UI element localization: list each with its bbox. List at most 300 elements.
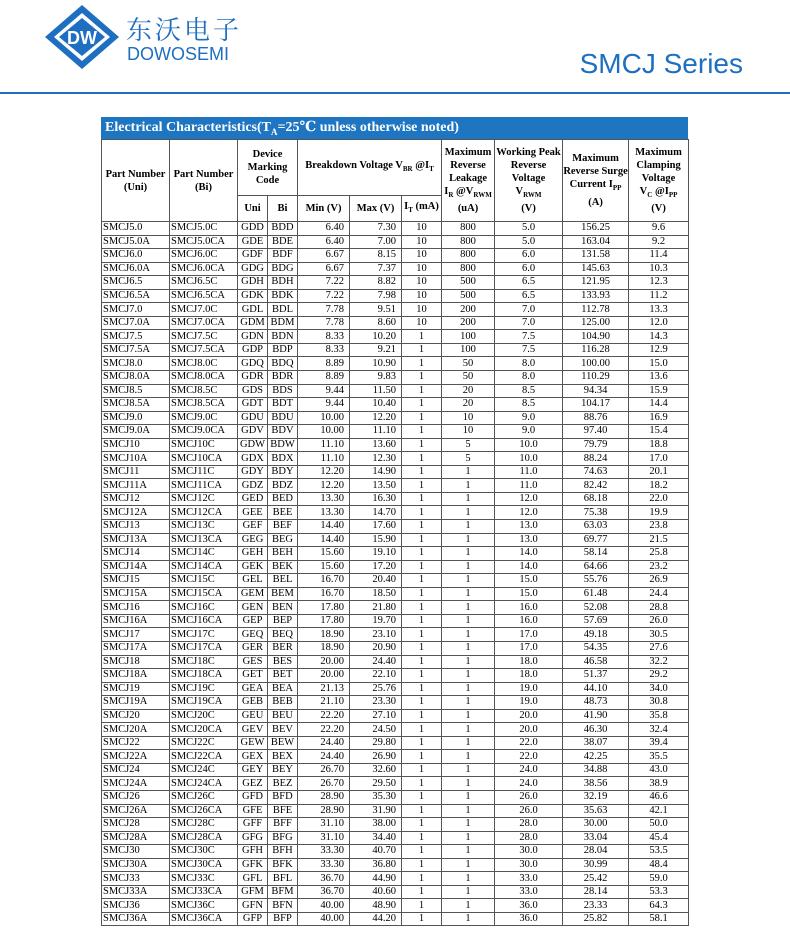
cell-vc: 53.3 [629, 885, 689, 899]
cell-vc: 30.8 [629, 696, 689, 710]
cell-ipp: 133.93 [563, 289, 629, 303]
cell-part-uni: SMCJ15 [102, 574, 170, 588]
cell-vrwm: 33.0 [495, 872, 563, 886]
cell-vrwm: 8.5 [495, 398, 563, 412]
cell-vbr-min: 22.20 [298, 723, 350, 737]
cell-vbr-min: 10.00 [298, 411, 350, 425]
cell-vc: 9.2 [629, 235, 689, 249]
table-row [102, 343, 689, 357]
cell-leakage: 1 [442, 831, 495, 845]
cell-vrwm: 33.0 [495, 885, 563, 899]
cell-vc: 14.3 [629, 330, 689, 344]
cell-leakage: 800 [442, 249, 495, 263]
cell-vrwm: 30.0 [495, 845, 563, 859]
table-row [102, 736, 689, 750]
cell-marking-bi: BEN [268, 601, 298, 615]
table-row [102, 357, 689, 371]
cell-marking-bi: BEP [268, 614, 298, 628]
cell-vbr-min: 17.80 [298, 614, 350, 628]
cell-part-uni: SMCJ6.5 [102, 276, 170, 290]
cell-marking-bi: BEY [268, 763, 298, 777]
table-row [102, 601, 689, 615]
table-row [102, 777, 689, 791]
cell-it: 1 [402, 614, 442, 628]
cell-it: 1 [402, 750, 442, 764]
cell-part-bi: SMCJ18CA [170, 669, 238, 683]
cell-vrwm: 18.0 [495, 655, 563, 669]
header-uni: Uni [238, 196, 268, 222]
cell-leakage: 1 [442, 465, 495, 479]
cell-marking-bi: BDP [268, 343, 298, 357]
cell-leakage: 1 [442, 601, 495, 615]
cell-ipp: 145.63 [563, 262, 629, 276]
table-row [102, 303, 689, 317]
cell-vrwm: 28.0 [495, 831, 563, 845]
cell-part-bi: SMCJ14C [170, 547, 238, 561]
cell-vbr-min: 10.00 [298, 425, 350, 439]
cell-ipp: 88.24 [563, 452, 629, 466]
cell-part-uni: SMCJ6.0A [102, 262, 170, 276]
logo-letters: DW [67, 28, 97, 48]
cell-marking-uni: GDE [238, 235, 268, 249]
cell-marking-bi: BDH [268, 276, 298, 290]
cell-vbr-min: 21.13 [298, 682, 350, 696]
cell-vbr-min: 26.70 [298, 777, 350, 791]
cell-leakage: 5 [442, 438, 495, 452]
cell-vc: 30.5 [629, 628, 689, 642]
cell-marking-bi: BEE [268, 506, 298, 520]
cell-part-uni: SMCJ19A [102, 696, 170, 710]
cell-vc: 13.3 [629, 303, 689, 317]
cell-vbr-max: 20.40 [350, 574, 402, 588]
cell-vrwm: 9.0 [495, 411, 563, 425]
cell-ipp: 104.90 [563, 330, 629, 344]
cell-marking-bi: BEW [268, 736, 298, 750]
table-row [102, 804, 689, 818]
cell-leakage: 100 [442, 343, 495, 357]
cell-ipp: 82.42 [563, 479, 629, 493]
cell-marking-uni: GEZ [238, 777, 268, 791]
cell-it: 1 [402, 709, 442, 723]
cell-marking-uni: GEQ [238, 628, 268, 642]
cell-marking-uni: GDQ [238, 357, 268, 371]
cell-vrwm: 5.0 [495, 222, 563, 236]
cell-ipp: 88.76 [563, 411, 629, 425]
cell-leakage: 1 [442, 614, 495, 628]
cell-marking-bi: BEA [268, 682, 298, 696]
cell-marking-bi: BDX [268, 452, 298, 466]
table-row [102, 845, 689, 859]
cell-vrwm: 12.0 [495, 492, 563, 506]
cell-leakage: 1 [442, 750, 495, 764]
cell-vbr-max: 35.30 [350, 790, 402, 804]
cell-ipp: 34.88 [563, 763, 629, 777]
table-row [102, 790, 689, 804]
cell-vrwm: 24.0 [495, 763, 563, 777]
cell-vbr-min: 16.70 [298, 574, 350, 588]
cell-vbr-min: 33.30 [298, 845, 350, 859]
header-part-uni: Part Number (Uni) [102, 140, 170, 222]
cell-ipp: 61.48 [563, 587, 629, 601]
cell-it: 1 [402, 899, 442, 913]
cell-vc: 12.9 [629, 343, 689, 357]
cell-vbr-min: 14.40 [298, 520, 350, 534]
cell-part-uni: SMCJ10A [102, 452, 170, 466]
cell-marking-bi: BEB [268, 696, 298, 710]
cell-vc: 13.6 [629, 371, 689, 385]
cell-ipp: 46.30 [563, 723, 629, 737]
cell-marking-uni: GER [238, 641, 268, 655]
cell-part-uni: SMCJ8.0A [102, 371, 170, 385]
cell-part-bi: SMCJ33C [170, 872, 238, 886]
cell-leakage: 10 [442, 411, 495, 425]
table-row [102, 763, 689, 777]
cell-marking-uni: GEM [238, 587, 268, 601]
cell-marking-uni: GDW [238, 438, 268, 452]
cell-vbr-max: 25.76 [350, 682, 402, 696]
cell-ipp: 110.29 [563, 371, 629, 385]
cell-marking-bi: BEG [268, 533, 298, 547]
cell-vrwm: 7.5 [495, 343, 563, 357]
cell-vbr-min: 36.70 [298, 885, 350, 899]
cell-vrwm: 6.0 [495, 262, 563, 276]
cell-vrwm: 18.0 [495, 669, 563, 683]
cell-vbr-max: 44.20 [350, 912, 402, 926]
cell-vc: 16.9 [629, 411, 689, 425]
cell-marking-uni: GDP [238, 343, 268, 357]
table-row [102, 371, 689, 385]
cell-vbr-max: 9.21 [350, 343, 402, 357]
table-row [102, 235, 689, 249]
cell-vrwm: 26.0 [495, 790, 563, 804]
cell-marking-uni: GDS [238, 384, 268, 398]
cell-vrwm: 22.0 [495, 736, 563, 750]
header-min: Min (V) [298, 196, 350, 222]
cell-vc: 23.8 [629, 520, 689, 534]
cell-vc: 43.0 [629, 763, 689, 777]
cell-marking-uni: GDL [238, 303, 268, 317]
cell-it: 1 [402, 777, 442, 791]
cell-vbr-min: 8.89 [298, 371, 350, 385]
table-row [102, 452, 689, 466]
cell-marking-bi: BDG [268, 262, 298, 276]
table-row [102, 587, 689, 601]
cell-ipp: 35.63 [563, 804, 629, 818]
cell-marking-bi: BEZ [268, 777, 298, 791]
cell-part-uni: SMCJ33A [102, 885, 170, 899]
cell-ipp: 121.95 [563, 276, 629, 290]
cell-part-bi: SMCJ28CA [170, 831, 238, 845]
cell-vbr-min: 20.00 [298, 669, 350, 683]
cell-vbr-min: 33.30 [298, 858, 350, 872]
cell-marking-bi: BDQ [268, 357, 298, 371]
header-surge-current: Maximum Reverse Surge Current $I_{PP}$ (A) [563, 140, 629, 222]
cell-marking-bi: BFE [268, 804, 298, 818]
table-row [102, 249, 689, 263]
cell-leakage: 1 [442, 587, 495, 601]
cell-it: 1 [402, 831, 442, 845]
cell-part-bi: SMCJ33CA [170, 885, 238, 899]
cell-marking-uni: GDK [238, 289, 268, 303]
cell-vc: 35.8 [629, 709, 689, 723]
cell-leakage: 1 [442, 845, 495, 859]
cell-vbr-max: 9.83 [350, 371, 402, 385]
cell-vbr-min: 16.70 [298, 587, 350, 601]
cell-part-bi: SMCJ19C [170, 682, 238, 696]
cell-vbr-max: 23.30 [350, 696, 402, 710]
cell-marking-uni: GEY [238, 763, 268, 777]
cell-it: 1 [402, 804, 442, 818]
cell-vbr-min: 6.67 [298, 262, 350, 276]
cell-part-uni: SMCJ11 [102, 465, 170, 479]
cell-vrwm: 15.0 [495, 587, 563, 601]
cell-vbr-max: 17.60 [350, 520, 402, 534]
header-leakage: Maximum Reverse Leakage $I_R$ $@V_{RWM}$ (uA) [442, 140, 495, 222]
cell-part-uni: SMCJ5.0A [102, 235, 170, 249]
cell-vc: 18.2 [629, 479, 689, 493]
cell-part-uni: SMCJ8.0 [102, 357, 170, 371]
cell-leakage: 10 [442, 425, 495, 439]
cell-vbr-max: 36.80 [350, 858, 402, 872]
cell-vc: 35.5 [629, 750, 689, 764]
cell-leakage: 1 [442, 804, 495, 818]
cell-vrwm: 10.0 [495, 438, 563, 452]
cell-vbr-min: 17.80 [298, 601, 350, 615]
cell-it: 10 [402, 249, 442, 263]
cell-vbr-max: 7.30 [350, 222, 402, 236]
cell-part-bi: SMCJ9.0C [170, 411, 238, 425]
cell-vbr-min: 11.10 [298, 452, 350, 466]
cell-vrwm: 6.5 [495, 276, 563, 290]
cell-vbr-max: 34.40 [350, 831, 402, 845]
cell-part-bi: SMCJ30CA [170, 858, 238, 872]
cell-leakage: 1 [442, 492, 495, 506]
cell-marking-uni: GDF [238, 249, 268, 263]
cell-vbr-min: 8.33 [298, 343, 350, 357]
cell-marking-bi: BDL [268, 303, 298, 317]
cell-part-bi: SMCJ26C [170, 790, 238, 804]
cell-leakage: 1 [442, 560, 495, 574]
cell-leakage: 1 [442, 709, 495, 723]
cell-vbr-max: 31.90 [350, 804, 402, 818]
cell-ipp: 94.34 [563, 384, 629, 398]
cell-it: 1 [402, 425, 442, 439]
cell-vrwm: 26.0 [495, 804, 563, 818]
cell-part-uni: SMCJ20A [102, 723, 170, 737]
cell-vrwm: 11.0 [495, 465, 563, 479]
cell-vbr-min: 26.70 [298, 763, 350, 777]
cell-part-bi: SMCJ22C [170, 736, 238, 750]
cell-part-bi: SMCJ9.0CA [170, 425, 238, 439]
cell-it: 10 [402, 262, 442, 276]
cell-vbr-max: 26.90 [350, 750, 402, 764]
cell-marking-bi: BEH [268, 547, 298, 561]
table-row [102, 628, 689, 642]
cell-marking-uni: GDY [238, 465, 268, 479]
cell-vrwm: 14.0 [495, 547, 563, 561]
cell-leakage: 1 [442, 790, 495, 804]
cell-ipp: 131.58 [563, 249, 629, 263]
cell-leakage: 1 [442, 912, 495, 926]
cell-it: 10 [402, 316, 442, 330]
cell-vbr-min: 22.20 [298, 709, 350, 723]
cell-vc: 38.9 [629, 777, 689, 791]
cell-vbr-min: 31.10 [298, 818, 350, 832]
cell-marking-bi: BDV [268, 425, 298, 439]
cell-part-uni: SMCJ7.0A [102, 316, 170, 330]
cell-vbr-max: 16.30 [350, 492, 402, 506]
cell-vbr-max: 40.70 [350, 845, 402, 859]
cell-vbr-max: 14.70 [350, 506, 402, 520]
cell-part-bi: SMCJ8.5C [170, 384, 238, 398]
cell-part-uni: SMCJ9.0A [102, 425, 170, 439]
cell-vc: 32.4 [629, 723, 689, 737]
cell-ipp: 57.69 [563, 614, 629, 628]
cell-marking-bi: BEX [268, 750, 298, 764]
cell-leakage: 1 [442, 479, 495, 493]
cell-vbr-max: 19.10 [350, 547, 402, 561]
cell-part-uni: SMCJ12 [102, 492, 170, 506]
cell-part-bi: SMCJ24CA [170, 777, 238, 791]
cell-vbr-max: 10.40 [350, 398, 402, 412]
cell-vc: 20.1 [629, 465, 689, 479]
cell-vbr-min: 8.33 [298, 330, 350, 344]
cell-it: 1 [402, 560, 442, 574]
cell-it: 1 [402, 845, 442, 859]
cell-vbr-min: 14.40 [298, 533, 350, 547]
cell-marking-uni: GEH [238, 547, 268, 561]
cell-part-bi: SMCJ6.5CA [170, 289, 238, 303]
cell-it: 1 [402, 858, 442, 872]
cell-it: 10 [402, 276, 442, 290]
cell-leakage: 500 [442, 276, 495, 290]
cell-marking-bi: BFP [268, 912, 298, 926]
cell-marking-bi: BDT [268, 398, 298, 412]
cell-ipp: 69.77 [563, 533, 629, 547]
cell-part-uni: SMCJ30 [102, 845, 170, 859]
cell-vc: 10.3 [629, 262, 689, 276]
cell-marking-bi: BER [268, 641, 298, 655]
cell-marking-uni: GEX [238, 750, 268, 764]
cell-marking-uni: GEN [238, 601, 268, 615]
cell-ipp: 25.42 [563, 872, 629, 886]
cell-part-uni: SMCJ16 [102, 601, 170, 615]
cell-marking-bi: BFF [268, 818, 298, 832]
cell-it: 1 [402, 682, 442, 696]
table-row [102, 289, 689, 303]
cell-vbr-max: 7.98 [350, 289, 402, 303]
cell-ipp: 48.73 [563, 696, 629, 710]
cell-vrwm: 13.0 [495, 533, 563, 547]
cell-it: 1 [402, 736, 442, 750]
cell-it: 1 [402, 655, 442, 669]
cell-part-uni: SMCJ36 [102, 899, 170, 913]
cell-ipp: 104.17 [563, 398, 629, 412]
cell-ipp: 74.63 [563, 465, 629, 479]
cell-leakage: 800 [442, 222, 495, 236]
cell-vrwm: 10.0 [495, 452, 563, 466]
cell-marking-bi: BFG [268, 831, 298, 845]
cell-it: 1 [402, 452, 442, 466]
cell-vrwm: 17.0 [495, 628, 563, 642]
cell-part-uni: SMCJ24 [102, 763, 170, 777]
cell-marking-uni: GDR [238, 371, 268, 385]
cell-marking-uni: GDG [238, 262, 268, 276]
table-row [102, 276, 689, 290]
cell-marking-uni: GEF [238, 520, 268, 534]
cell-marking-uni: GDM [238, 316, 268, 330]
cell-marking-bi: BEV [268, 723, 298, 737]
cell-marking-bi: BDY [268, 465, 298, 479]
cell-vc: 11.2 [629, 289, 689, 303]
cell-part-bi: SMCJ36CA [170, 912, 238, 926]
cell-it: 1 [402, 574, 442, 588]
table-row [102, 574, 689, 588]
cell-ipp: 30.99 [563, 858, 629, 872]
cell-marking-bi: BFD [268, 790, 298, 804]
cell-ipp: 42.25 [563, 750, 629, 764]
cell-part-uni: SMCJ11A [102, 479, 170, 493]
cell-vbr-min: 13.30 [298, 492, 350, 506]
cell-it: 1 [402, 912, 442, 926]
cell-vbr-min: 8.89 [298, 357, 350, 371]
cell-marking-uni: GEP [238, 614, 268, 628]
cell-marking-uni: GFP [238, 912, 268, 926]
cell-marking-uni: GEV [238, 723, 268, 737]
table-row [102, 465, 689, 479]
cell-it: 1 [402, 371, 442, 385]
cell-ipp: 38.07 [563, 736, 629, 750]
cell-vbr-max: 8.60 [350, 316, 402, 330]
cell-marking-uni: GEW [238, 736, 268, 750]
cell-it: 1 [402, 872, 442, 886]
cell-marking-uni: GED [238, 492, 268, 506]
cell-leakage: 1 [442, 506, 495, 520]
cell-marking-uni: GEA [238, 682, 268, 696]
cell-it: 1 [402, 343, 442, 357]
cell-vbr-min: 9.44 [298, 398, 350, 412]
cell-ipp: 79.79 [563, 438, 629, 452]
dowosemi-logo-icon [44, 4, 120, 70]
cell-part-uni: SMCJ18A [102, 669, 170, 683]
cell-marking-bi: BDR [268, 371, 298, 385]
cell-vbr-max: 10.90 [350, 357, 402, 371]
cell-marking-uni: GDV [238, 425, 268, 439]
cell-part-bi: SMCJ5.0C [170, 222, 238, 236]
cell-vrwm: 8.5 [495, 384, 563, 398]
cell-part-uni: SMCJ17 [102, 628, 170, 642]
cell-part-uni: SMCJ17A [102, 641, 170, 655]
brand-name-chinese: 东沃电子 [126, 16, 243, 46]
cell-leakage: 1 [442, 696, 495, 710]
cell-vc: 23.2 [629, 560, 689, 574]
cell-part-bi: SMCJ15CA [170, 587, 238, 601]
cell-vrwm: 13.0 [495, 520, 563, 534]
cell-vbr-min: 40.00 [298, 899, 350, 913]
cell-marking-uni: GFN [238, 899, 268, 913]
cell-part-bi: SMCJ17CA [170, 641, 238, 655]
cell-marking-bi: BEF [268, 520, 298, 534]
cell-vbr-max: 40.60 [350, 885, 402, 899]
cell-part-uni: SMCJ7.5 [102, 330, 170, 344]
cell-vbr-max: 29.50 [350, 777, 402, 791]
cell-vrwm: 6.5 [495, 289, 563, 303]
cell-ipp: 44.10 [563, 682, 629, 696]
table-row [102, 560, 689, 574]
cell-part-uni: SMCJ28A [102, 831, 170, 845]
cell-vrwm: 36.0 [495, 912, 563, 926]
cell-vbr-max: 24.40 [350, 655, 402, 669]
